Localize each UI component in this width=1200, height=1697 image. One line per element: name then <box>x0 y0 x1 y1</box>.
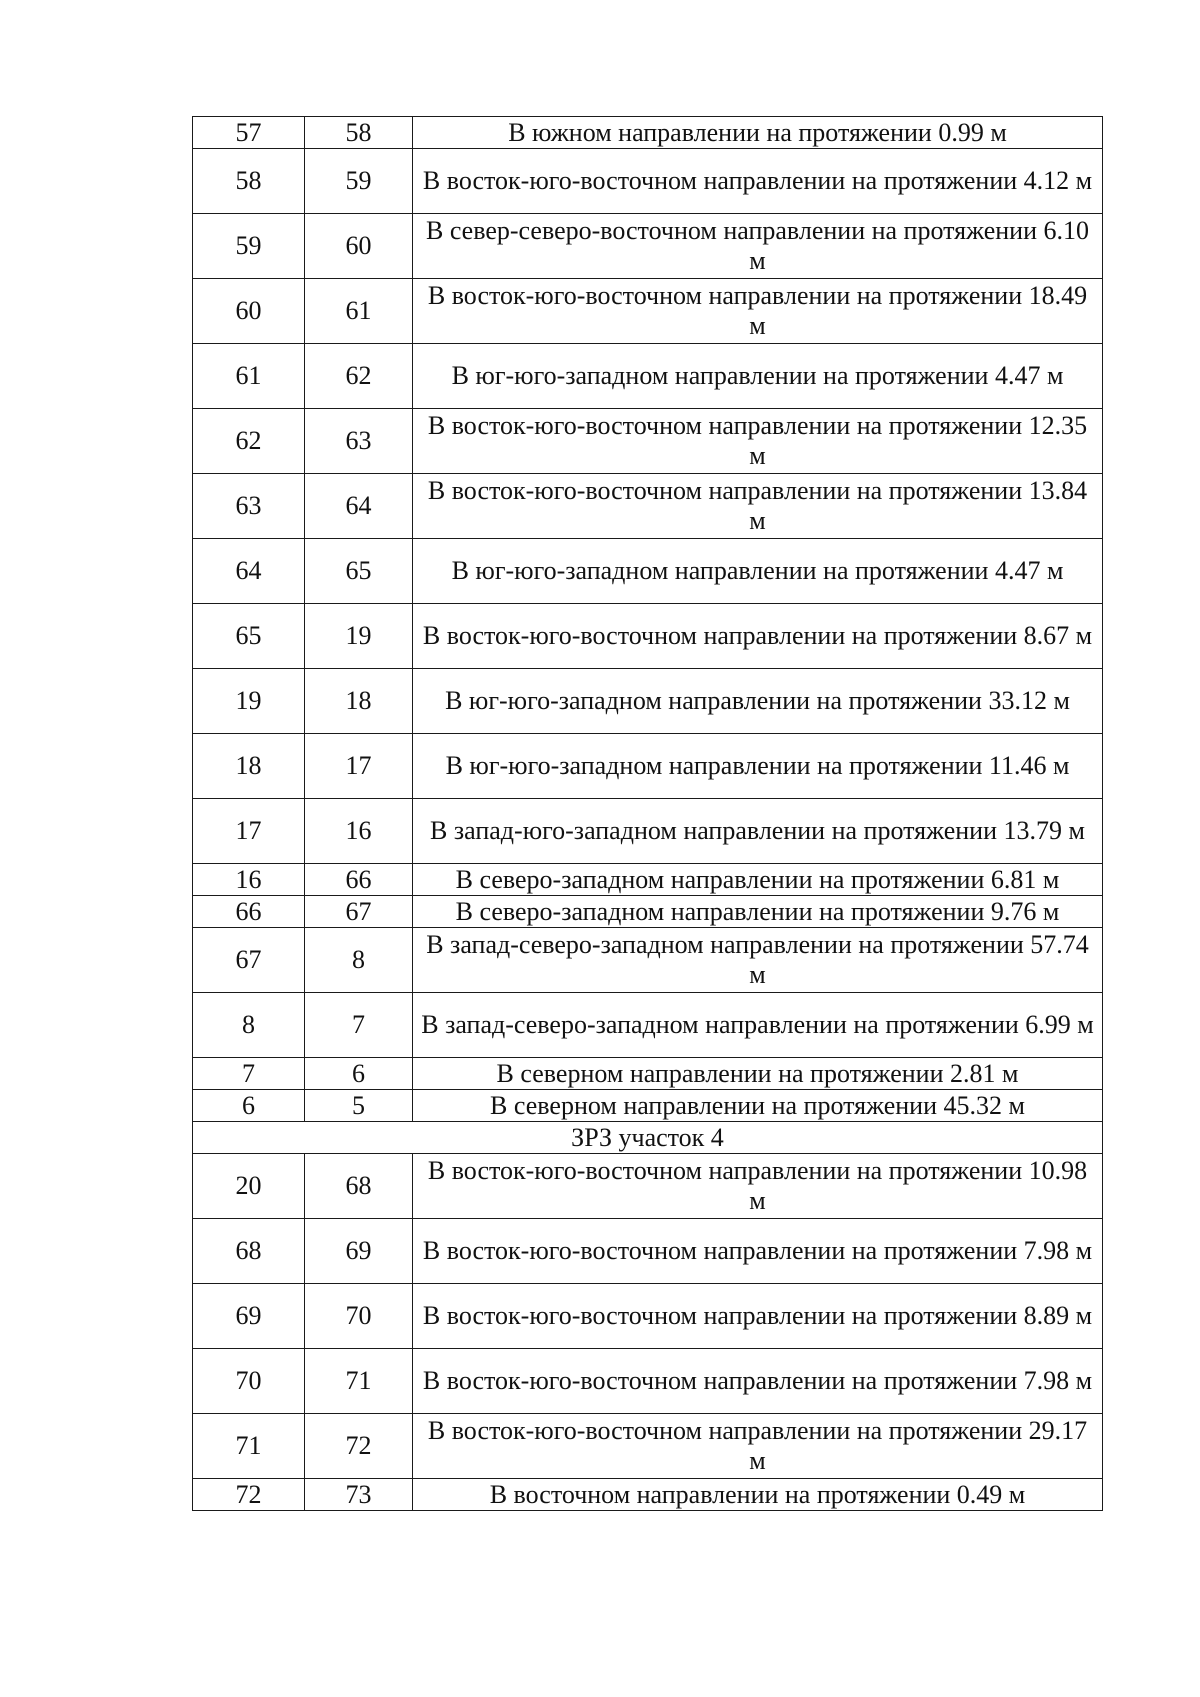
table-row <box>193 1090 1103 1122</box>
table-row <box>193 344 1103 409</box>
to-point-cell: 7 <box>305 993 413 1058</box>
from-point-cell: 63 <box>193 474 305 539</box>
table-row <box>193 1154 1103 1219</box>
from-point-cell: 20 <box>193 1154 305 1219</box>
direction-description-cell: В северо-западном направлении на протяжении 9.76 м <box>413 896 1103 928</box>
direction-description-cell: В запад-юго-западном направлении на протяжении 13.79 м <box>413 799 1103 864</box>
direction-description-cell: В юг-юго-западном направлении на протяжении 11.46 м <box>413 734 1103 799</box>
from-point-cell: 6 <box>193 1090 305 1122</box>
table-row <box>193 669 1103 734</box>
to-point-cell: 66 <box>305 864 413 896</box>
table-row <box>193 149 1103 214</box>
section-header-row <box>193 1122 1103 1154</box>
direction-description-cell: В восток-юго-восточном направлении на протяжении 29.17 м <box>413 1414 1103 1479</box>
to-point-cell: 58 <box>305 117 413 149</box>
from-point-cell: 60 <box>193 279 305 344</box>
from-point-cell: 65 <box>193 604 305 669</box>
to-point-cell: 17 <box>305 734 413 799</box>
to-point-cell: 73 <box>305 1479 413 1511</box>
direction-description-cell: В восток-юго-восточном направлении на протяжении 10.98 м <box>413 1154 1103 1219</box>
direction-description-cell: В запад-северо-западном направлении на протяжении 6.99 м <box>413 993 1103 1058</box>
direction-description-cell: В северном направлении на протяжении 2.81 м <box>413 1058 1103 1090</box>
table-row <box>193 799 1103 864</box>
table-row <box>193 928 1103 993</box>
direction-description-cell: В восточном направлении на протяжении 0.49 м <box>413 1479 1103 1511</box>
table-row <box>193 474 1103 539</box>
direction-description-cell: В юг-юго-западном направлении на протяжении 4.47 м <box>413 344 1103 409</box>
table-row <box>193 1414 1103 1479</box>
direction-description-cell: В восток-юго-восточном направлении на протяжении 13.84 м <box>413 474 1103 539</box>
direction-description-cell: В юг-юго-западном направлении на протяжении 4.47 м <box>413 539 1103 604</box>
from-point-cell: 70 <box>193 1349 305 1414</box>
direction-description-cell: В юг-юго-западном направлении на протяжении 33.12 м <box>413 669 1103 734</box>
from-point-cell: 72 <box>193 1479 305 1511</box>
to-point-cell: 18 <box>305 669 413 734</box>
direction-description-cell: В восток-юго-восточном направлении на протяжении 8.89 м <box>413 1284 1103 1349</box>
to-point-cell: 64 <box>305 474 413 539</box>
to-point-cell: 71 <box>305 1349 413 1414</box>
to-point-cell: 70 <box>305 1284 413 1349</box>
direction-description-cell: В восток-юго-восточном направлении на протяжении 8.67 м <box>413 604 1103 669</box>
table-row <box>193 604 1103 669</box>
from-point-cell: 64 <box>193 539 305 604</box>
direction-description-cell: В восток-юго-восточном направлении на протяжении 4.12 м <box>413 149 1103 214</box>
table-row <box>193 279 1103 344</box>
from-point-cell: 69 <box>193 1284 305 1349</box>
from-point-cell: 19 <box>193 669 305 734</box>
from-point-cell: 71 <box>193 1414 305 1479</box>
section-title: ЗРЗ участок 4 <box>193 1122 1103 1154</box>
table-row <box>193 896 1103 928</box>
from-point-cell: 66 <box>193 896 305 928</box>
table-row <box>193 1349 1103 1414</box>
to-point-cell: 60 <box>305 214 413 279</box>
to-point-cell: 63 <box>305 409 413 474</box>
from-point-cell: 57 <box>193 117 305 149</box>
from-point-cell: 17 <box>193 799 305 864</box>
to-point-cell: 59 <box>305 149 413 214</box>
table-row <box>193 1058 1103 1090</box>
to-point-cell: 5 <box>305 1090 413 1122</box>
to-point-cell: 62 <box>305 344 413 409</box>
to-point-cell: 68 <box>305 1154 413 1219</box>
table-row <box>193 214 1103 279</box>
to-point-cell: 72 <box>305 1414 413 1479</box>
from-point-cell: 18 <box>193 734 305 799</box>
direction-description-cell: В восток-юго-восточном направлении на протяжении 7.98 м <box>413 1219 1103 1284</box>
table-row <box>193 1219 1103 1284</box>
table-body <box>193 117 1103 1511</box>
boundary-description-table <box>192 116 1103 1511</box>
direction-description-cell: В северо-западном направлении на протяжении 6.81 м <box>413 864 1103 896</box>
from-point-cell: 61 <box>193 344 305 409</box>
table-row <box>193 734 1103 799</box>
from-point-cell: 68 <box>193 1219 305 1284</box>
to-point-cell: 19 <box>305 604 413 669</box>
to-point-cell: 8 <box>305 928 413 993</box>
from-point-cell: 7 <box>193 1058 305 1090</box>
direction-description-cell: В северном направлении на протяжении 45.32 м <box>413 1090 1103 1122</box>
from-point-cell: 58 <box>193 149 305 214</box>
from-point-cell: 62 <box>193 409 305 474</box>
to-point-cell: 65 <box>305 539 413 604</box>
table-row <box>193 864 1103 896</box>
table-row <box>193 993 1103 1058</box>
direction-description-cell: В восток-юго-восточном направлении на протяжении 18.49 м <box>413 279 1103 344</box>
table-row <box>193 1284 1103 1349</box>
to-point-cell: 16 <box>305 799 413 864</box>
direction-description-cell: В южном направлении на протяжении 0.99 м <box>413 117 1103 149</box>
to-point-cell: 69 <box>305 1219 413 1284</box>
from-point-cell: 8 <box>193 993 305 1058</box>
table-row <box>193 539 1103 604</box>
table-row <box>193 117 1103 149</box>
from-point-cell: 67 <box>193 928 305 993</box>
to-point-cell: 67 <box>305 896 413 928</box>
direction-description-cell: В восток-юго-восточном направлении на протяжении 12.35 м <box>413 409 1103 474</box>
table-row <box>193 409 1103 474</box>
direction-description-cell: В север-северо-восточном направлении на протяжении 6.10 м <box>413 214 1103 279</box>
to-point-cell: 61 <box>305 279 413 344</box>
direction-description-cell: В восток-юго-восточном направлении на протяжении 7.98 м <box>413 1349 1103 1414</box>
from-point-cell: 16 <box>193 864 305 896</box>
direction-description-cell: В запад-северо-западном направлении на протяжении 57.74 м <box>413 928 1103 993</box>
from-point-cell: 59 <box>193 214 305 279</box>
to-point-cell: 6 <box>305 1058 413 1090</box>
table-row <box>193 1479 1103 1511</box>
